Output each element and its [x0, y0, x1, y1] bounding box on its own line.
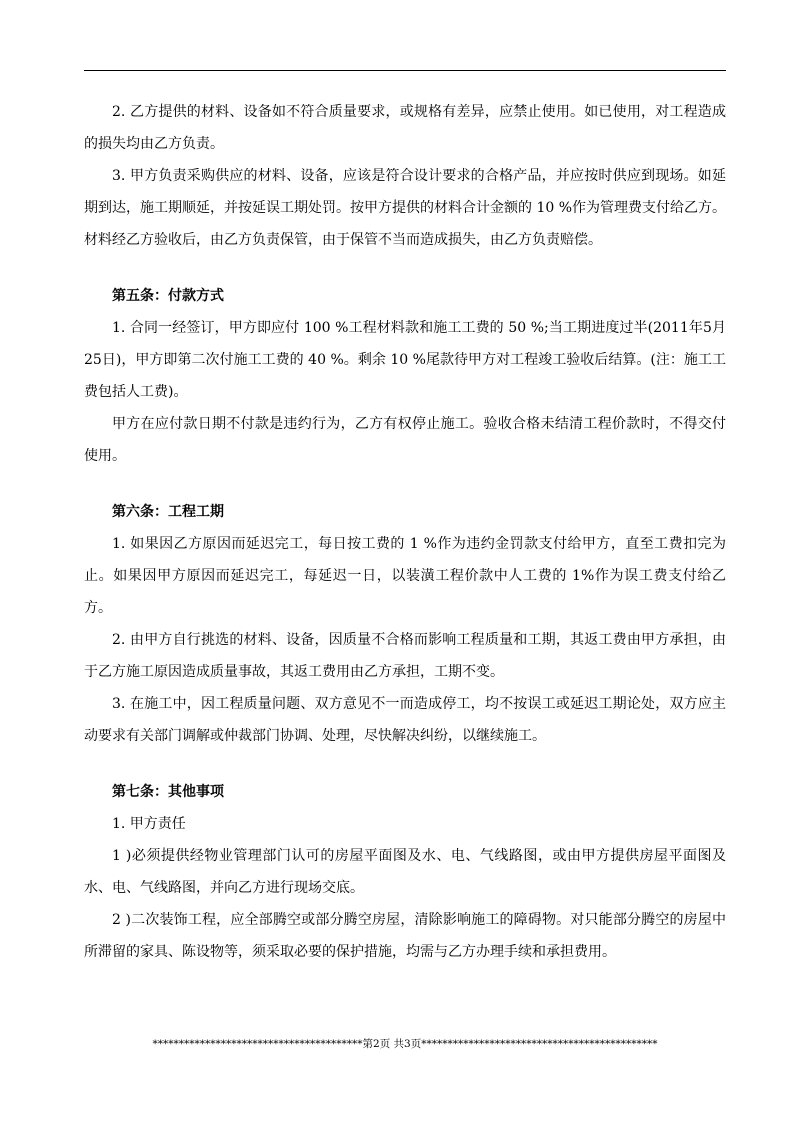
section-6-paragraph-1: 1. 如果因乙方原因而延迟完工，每日按工费的 1 %作为违约金罚款支付给甲方，直至工费扣完为止。如果因甲方原因而延迟完工，每延迟一日，以装潢工程价款中人工费的 1%作为误工费支付给乙方。	[84, 536, 726, 616]
section-7-paragraph-2: 1 )必须提供经物业管理部门认可的房屋平面图及水、电、气线路图，或由甲方提供房屋平面图及水、电、气线路图，并向乙方进行现场交底。	[84, 848, 726, 896]
section-7-title: 第七条：其他事项	[112, 784, 224, 800]
section-6-paragraph-2: 2. 由甲方自行挑选的材料、设备，因质量不合格而影响工程质量和工期，其返工费由甲方承担，由于乙方施工原因造成质量事故，其返工费用由乙方承担，工期不变。	[84, 632, 726, 680]
header-rule	[84, 70, 726, 71]
section-5-paragraph-2: 甲方在应付款日期不付款是违约行为，乙方有权停止施工。验收合格未结清工程价款时，不得交付使用。	[84, 416, 726, 464]
section-6-paragraph-3: 3. 在施工中，因工程质量问题、双方意见不一而造成停工，均不按误工或延迟工期论处，双方应主动要求有关部门调解或仲裁部门协调、处理，尽快解决纠纷，以继续施工。	[84, 696, 726, 744]
intro-paragraph-3: 3. 甲方负责采购供应的材料、设备，应该是符合设计要求的合格产品，并应按时供应到现场。如延期到达，施工期顺延，并按延误工期处罚。按甲方提供的材料合计金额的 10 %作为管理费支付给乙方。材料经乙方验收后，由乙方负责保管，由于保管不当而造成损失，由乙方负责赔偿。	[84, 168, 727, 248]
section-6-title: 第六条：工程工期	[112, 504, 224, 520]
document-body	[84, 96, 726, 968]
page-footer: ****************************************第2页 共3页*********************************************	[152, 1038, 658, 1050]
section-gap	[84, 472, 726, 496]
section-7-paragraph-1: 1. 甲方责任	[112, 816, 186, 832]
section-gap	[84, 752, 726, 776]
section-7-paragraph-3: 2 )二次装饰工程，应全部腾空或部分腾空房屋，清除影响施工的障碍物。对只能部分腾空的房屋中所滞留的家具、陈设物等，须采取必要的保护措施，均需与乙方办理手续和承担费用。	[84, 912, 726, 960]
section-gap	[84, 256, 726, 280]
section-5-paragraph-1: 1. 合同一经签订，甲方即应付 100 %工程材料款和施工工费的 50 %;当工期进度过半(2011年5月25日)，甲方即第二次付施工工费的 40 %。剩余 10 %尾款待甲方对工程竣工验收后结算。(注：施工工费包括人工费)。	[84, 320, 726, 400]
intro-paragraph-2: 2. 乙方提供的材料、设备如不符合质量要求，或规格有差异，应禁止使用。如已使用，对工程造成的损失均由乙方负责。	[84, 104, 726, 152]
section-5-title: 第五条：付款方式	[112, 288, 224, 304]
